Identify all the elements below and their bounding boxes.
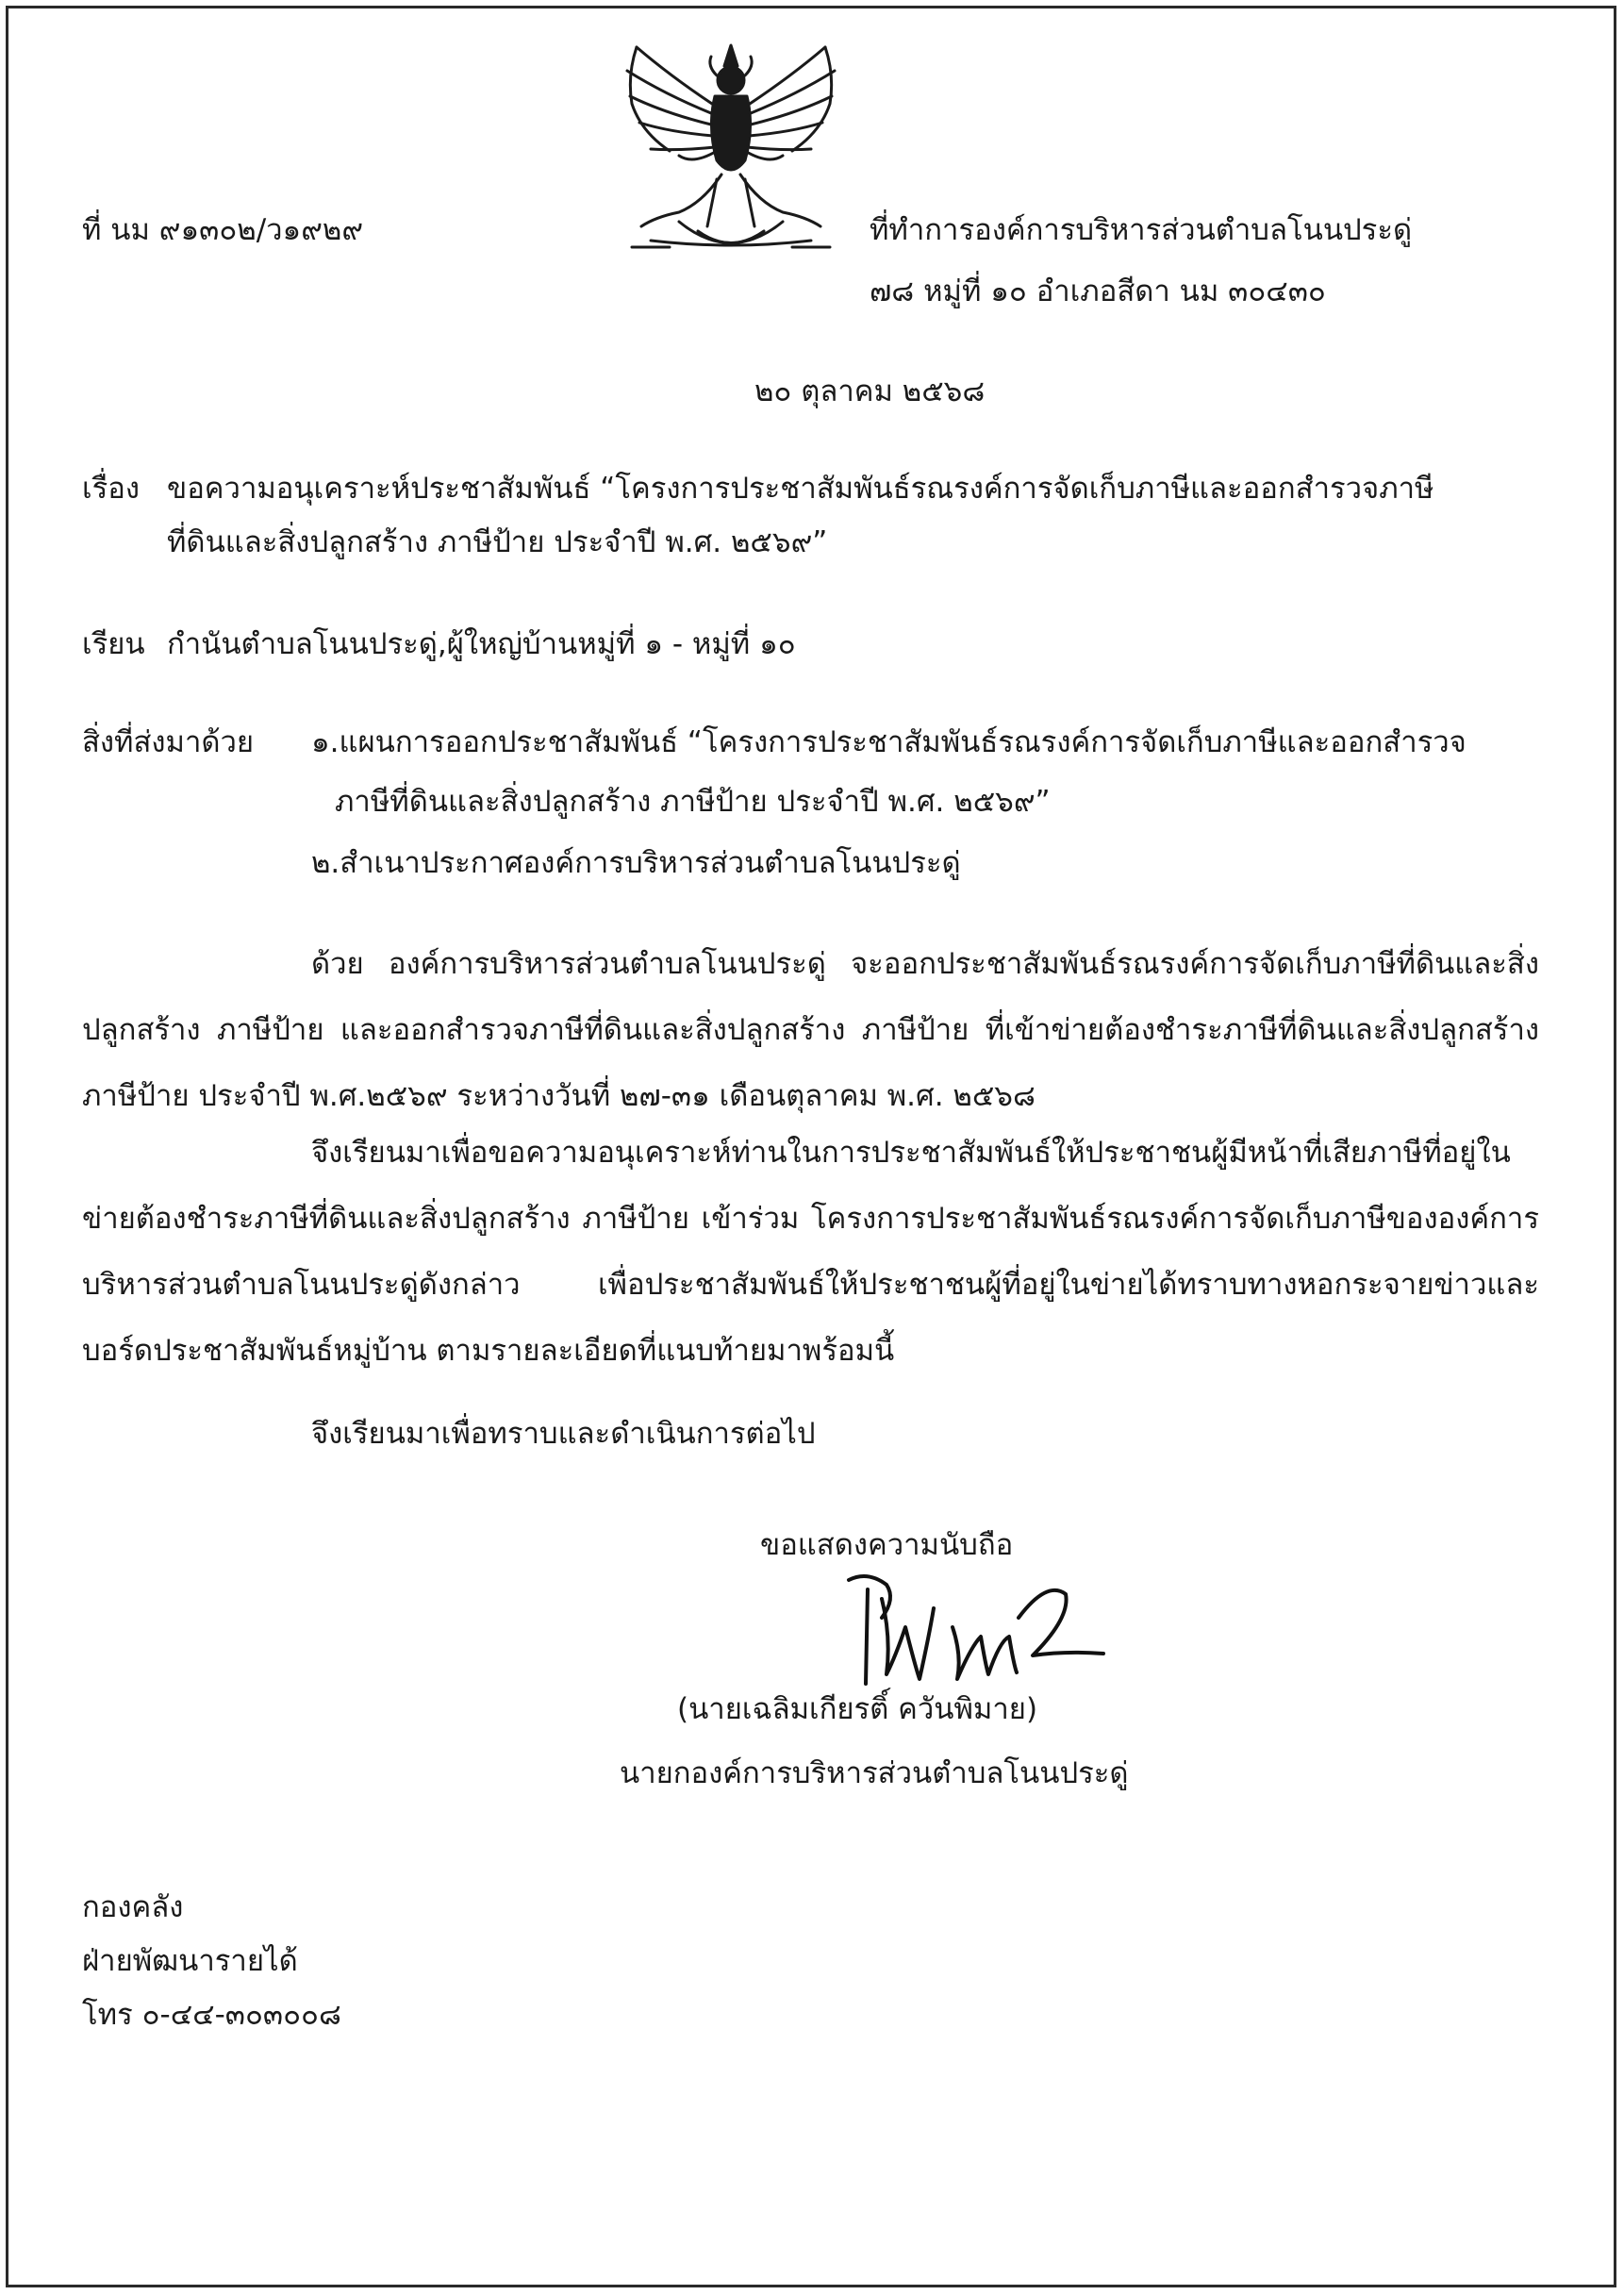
office-address-line2: ๗๘ หมู่ที่ ๑๐ อำเภอสีดา นม ๓๐๔๓๐ [870,274,1326,308]
body-paragraph-2: จึงเรียนมาเพื่อขอความอนุเคราะห์ท่านในการประชาสัมพันธ์ให้ประชาชนผู้มีหน้าที่เสียภาษีที่อยู่ในข่ายต้องชำระภาษีที่ดินและสิ่งปลูกสร้าง ภาษีป้าย เข้าร่วม โครงการประชาสัมพันธ์รณรงค์การจัดเก็บภาษีขององค์การบริหารส่วนตำบลโนนประดู่ดังกล่าว เพื่อประชาสัมพันธ์ให้ประชาชนผู้ที่อยู่ในข่ายได้ทราบทางหอกระจายข่าวและบอร์ดประชาสัมพันธ์หมู่บ้าน ตามรายละเอียดที่แนบท้ายมาพร้อมนี้ [82,1136,1539,1368]
subject-line1: ขอความอนุเคราะห์ประชาสัมพันธ์ “โครงการประชาสัมพันธ์รณรงค์การจัดเก็บภาษีและออกสำรวจภาษี [167,472,1434,506]
garuda-emblem-icon [613,38,849,264]
signer-title: นายกองค์การบริหารส่วนตำบลโนนประดู่ [620,1756,1129,1790]
recipient: กำนันตำบลโนนประดู่,ผู้ใหญ่บ้านหมู่ที่ ๑ - หมู่ที่ ๑๐ [167,627,796,661]
footer-department: กองคลัง [82,1890,184,1924]
subject-label: เรื่อง [82,472,141,506]
footer-division: ฝ่ายพัฒนารายได้ [82,1944,298,1978]
to-label: เรียน [82,627,145,661]
document-date: ๒๐ ตุลาคม ๒๕๖๘ [754,374,986,408]
enclosure-item-2: ๒.สำเนาประกาศองค์การบริหารส่วนตำบลโนนประดู่ [311,846,961,880]
body-paragraph-3: จึงเรียนมาเพื่อทราบและดำเนินการต่อไป [311,1417,816,1451]
enclosure-item-1: ๑.แผนการออกประชาสัมพันธ์ “โครงการประชาสัมพันธ์รณรงค์การจัดเก็บภาษีและออกสำรวจ [311,725,1467,759]
body-paragraph-1: ด้วย องค์การบริหารส่วนตำบลโนนประดู่ จะออกประชาสัมพันธ์รณรงค์การจัดเก็บภาษีที่ดินและสิ่งปลูกสร้าง ภาษีป้าย และออกสำรวจภาษีที่ดินและสิ่งปลูกสร้าง ภาษีป้าย ที่เข้าข่ายต้องชำระภาษีที่ดินและสิ่งปลูกสร้าง ภาษีป้าย ประจำปี พ.ศ.๒๕๖๙ ระหว่างวันที่ ๒๗-๓๑ เดือนตุลาคม พ.ศ. ๒๕๖๘ [82,947,1539,1113]
office-address-line1: ที่ทำการองค์การบริหารส่วนตำบลโนนประดู่ [870,213,1413,247]
footer-phone: โทร ๐-๔๔-๓๐๓๐๐๘ [82,1998,341,2032]
enclosure-item-1-cont: ภาษีที่ดินและสิ่งปลูกสร้าง ภาษีป้าย ประจำปี พ.ศ. ๒๕๖๙” [335,785,1051,819]
handwritten-signature [830,1561,1122,1703]
enclosures-label: สิ่งที่ส่งมาด้วย [82,725,255,759]
closing-salutation: ขอแสดงความนับถือ [760,1528,1014,1562]
subject-line2: ที่ดินและสิ่งปลูกสร้าง ภาษีป้าย ประจำปี พ.ศ. ๒๕๖๙” [167,525,828,559]
document-number: ที่ นม ๙๑๓๐๒/ว๑๙๒๙ [82,213,364,247]
signer-name: (นายเฉลิมเกียรติ์ ควันพิมาย) [677,1692,1038,1726]
